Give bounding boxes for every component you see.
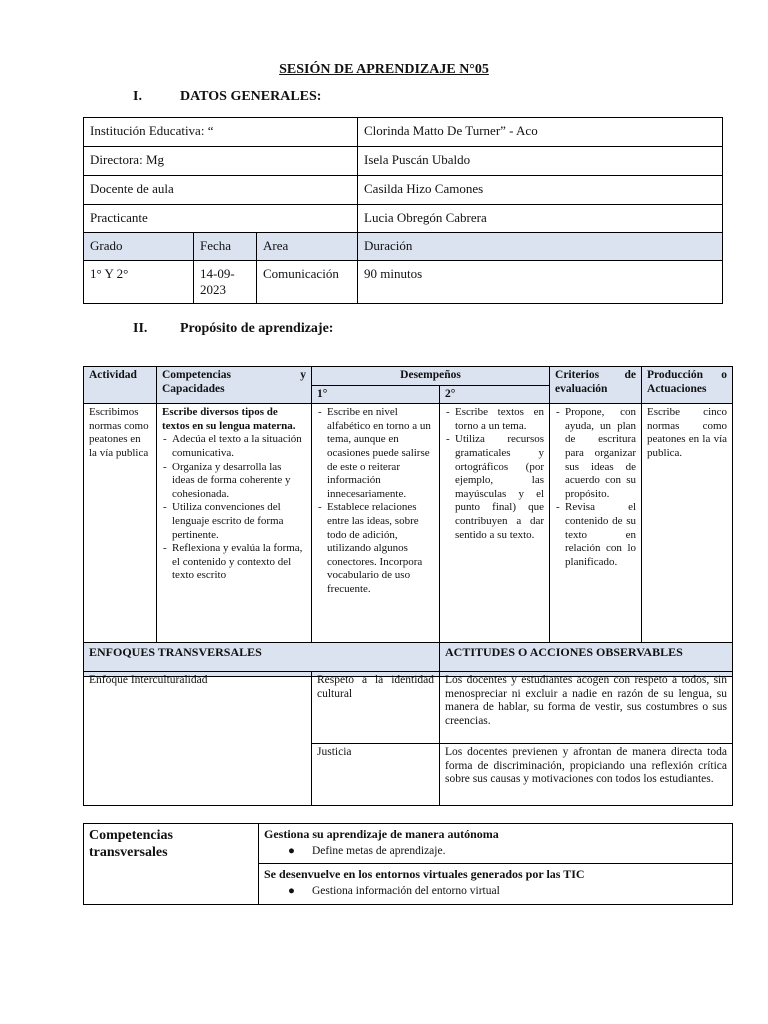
header-competencias-y: y xyxy=(300,369,306,381)
list-item xyxy=(264,845,727,857)
section-2-title: Propósito de aprendizaje: xyxy=(180,321,334,336)
header-criterios: Criterios de evaluación xyxy=(550,367,642,404)
value-duracion: 90 minutos xyxy=(358,261,723,304)
desempenos-1-cell xyxy=(312,404,440,643)
transversal-table xyxy=(83,671,733,806)
label-institucion: Institución Educativa: “ xyxy=(84,118,358,147)
header-enfoques: ENFOQUES TRANSVERSALES xyxy=(84,643,440,677)
header-area: Area xyxy=(257,233,358,261)
header-produccion: Producción o Actuaciones xyxy=(642,367,733,404)
header-actividad: Actividad xyxy=(84,367,157,404)
list-item: - Utiliza convenciones del lenguaje escrito de forma pertinente. xyxy=(162,501,306,542)
header-duracion: Duración xyxy=(358,233,723,261)
header-desempeno-2: 2° xyxy=(440,385,550,404)
value-area: Comunicación xyxy=(257,261,358,304)
header-actitudes: ACTITUDES O ACCIONES OBSERVABLES xyxy=(440,643,733,677)
actitud-respeto: Los docentes y estudiantes acogen con respeto a todos, sin menospreciar ni excluir a nadie en razón de su lengua, su manera de hablar, su forma de vestir, sus costumbres o sus creencias. xyxy=(440,672,733,744)
bullet-icon: ● xyxy=(288,845,295,857)
list-item xyxy=(264,885,727,897)
label-directora: Directora: Mg xyxy=(84,147,358,176)
produccion-cell: Escribe cinco normas como peatones en la vía publica. xyxy=(642,404,733,643)
section-1-number: I. xyxy=(133,89,142,104)
list-item: - Escribe textos en torno a un tema. xyxy=(445,406,544,433)
label-practicante: Practicante xyxy=(84,205,358,233)
list-item: - Adecúa el texto a la situación comunicativa. xyxy=(162,433,306,460)
valor-justicia: Justicia xyxy=(312,744,440,806)
list-item: - Organiza y desarrolla las ideas de forma coherente y cohesionada. xyxy=(162,461,306,502)
competencias-transversales-label: Competencias transversales xyxy=(84,824,259,905)
criterios-list xyxy=(555,406,636,569)
competencias-cell xyxy=(157,404,312,643)
list-item: - Escribe en nivel alfabético en torno a un tema, aunque en ocasiones puede salirse de este o reiterar información innecesariamente. xyxy=(317,406,434,501)
competencia-transversal-2-bullet: Gestiona información del entorno virtual xyxy=(312,885,500,897)
actividad-cell: Escribimos normas como peatones en la vía publica xyxy=(84,404,157,643)
general-data-table xyxy=(83,117,723,304)
page-title: SESIÓN DE APRENDIZAJE N°05 xyxy=(279,62,489,77)
header-competencias-word: Competencias xyxy=(162,369,231,381)
value-grado: 1° Y 2° xyxy=(84,261,194,304)
competencia-title: Escribe diversos tipos de textos en su lengua materna. xyxy=(162,406,296,432)
section-2-number: II. xyxy=(133,321,148,336)
competencia-transversal-2-title: Se desenvuelve en los entornos virtuales generados por las TIC xyxy=(264,867,585,881)
header-fecha: Fecha xyxy=(194,233,257,261)
actitud-justicia: Los docentes previenen y afrontan de manera directa toda forma de discriminación, propiciando una reflexión crítica sobre sus causas y motivaciones con todos los estudiantes. xyxy=(440,744,733,806)
section-1-title: DATOS GENERALES: xyxy=(180,89,322,104)
valor-respeto: Respeto a la identidad cultural xyxy=(312,672,440,744)
value-fecha: 14-09-2023 xyxy=(194,261,257,304)
header-competencias xyxy=(157,367,312,404)
header-capacidades: Capacidades xyxy=(162,382,225,395)
list-item: - Propone, con ayuda, un plan de escritura para organizar sus ideas de acuerdo con su propósito. xyxy=(555,406,636,501)
list-item: - Reflexiona y evalúa la forma, el contenido y contexto del texto escrito xyxy=(162,542,306,583)
label-docente: Docente de aula xyxy=(84,176,358,205)
list-item: - Utiliza recursos gramaticales y ortográficos (por ejemplo, las mayúsculas y el punto final) que contribuyen a dar sentido a su texto. xyxy=(445,433,544,542)
header-desempenos: Desempeños xyxy=(312,367,550,386)
purpose-table xyxy=(83,366,733,677)
competencia-transversal-1-title: Gestiona su aprendizaje de manera autónoma xyxy=(264,827,499,841)
criterios-cell xyxy=(550,404,642,643)
competencia-transversal-1-bullet: Define metas de aprendizaje. xyxy=(312,845,446,857)
desempenos-1-list xyxy=(317,406,434,596)
competencia-transversal-1 xyxy=(259,824,733,864)
bullet-icon: ● xyxy=(288,885,295,897)
value-directora: Isela Puscán Ubaldo xyxy=(358,147,723,176)
header-grado: Grado xyxy=(84,233,194,261)
competencias-transversales-table xyxy=(83,823,733,905)
value-institucion: Clorinda Matto De Turner” - Aco xyxy=(358,118,723,147)
capacidades-list xyxy=(162,433,306,583)
enfoque-cell: Enfoque Interculturalidad xyxy=(84,672,312,806)
desempenos-2-cell xyxy=(440,404,550,643)
competencia-transversal-2 xyxy=(259,864,733,905)
value-practicante: Lucia Obregón Cabrera xyxy=(358,205,723,233)
desempenos-2-list xyxy=(445,406,544,542)
list-item: - Revisa el contenido de su texto en relación con lo planificado. xyxy=(555,501,636,569)
list-item: - Establece relaciones entre las ideas, sobre todo de adición, utilizando algunos conectores. Incorpora vocabulario de uso frecuente. xyxy=(317,501,434,596)
header-desempeno-1: 1° xyxy=(312,385,440,404)
value-docente: Casilda Hizo Camones xyxy=(358,176,723,205)
